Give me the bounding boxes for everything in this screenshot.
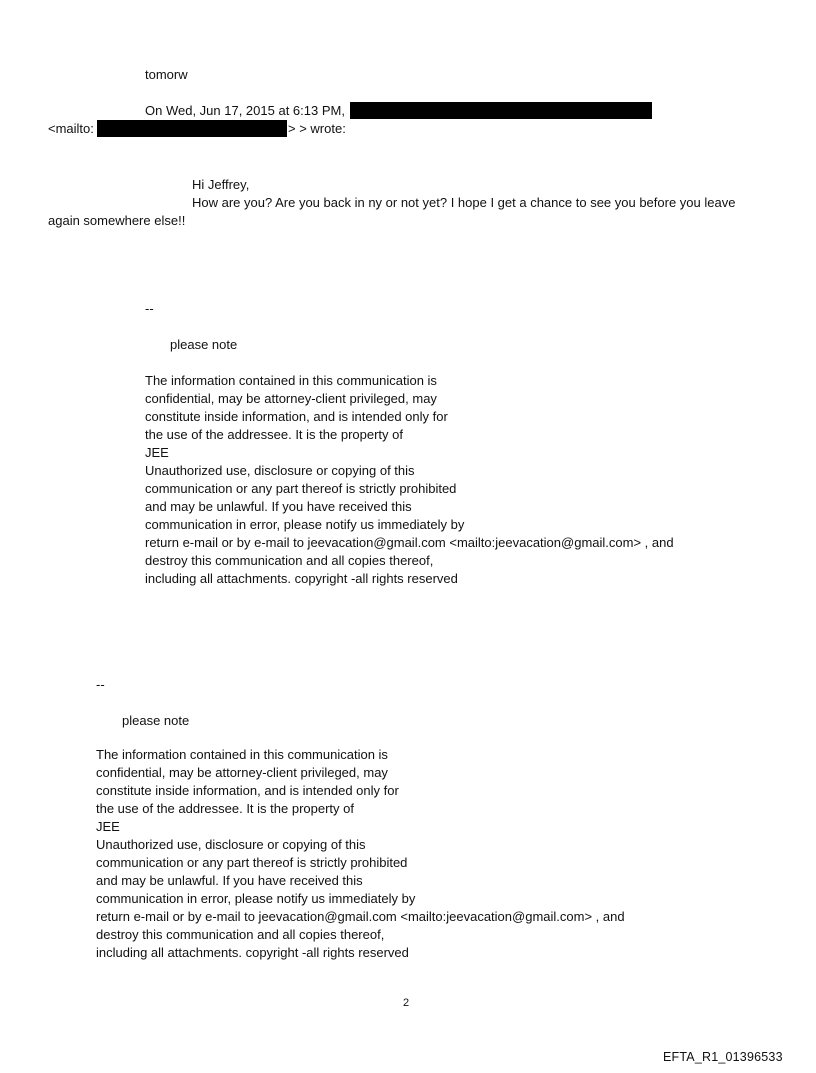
disclaimer-line: return e-mail or by e-mail to jeevacation@gmail.com <mailto:jeevacation@gmail.com> , and: [96, 909, 625, 924]
disclaimer-line: return e-mail or by e-mail to jeevacation@gmail.com <mailto:jeevacation@gmail.com> , and: [145, 535, 674, 550]
signature-separator: --: [96, 677, 105, 692]
redaction-bar-mailto: [97, 120, 287, 137]
signature-separator: --: [145, 301, 154, 316]
quoted-body-line-2: again somewhere else!!: [48, 213, 186, 228]
disclaimer-line: destroy this communication and all copies thereof,: [145, 553, 434, 568]
disclaimer-line: communication in error, please notify us immediately by: [96, 891, 416, 906]
document-id: EFTA_R1_01396533: [663, 1050, 783, 1064]
disclaimer-line: communication or any part thereof is strictly prohibited: [96, 855, 408, 870]
disclaimer-line: The information contained in this communication is: [145, 373, 437, 388]
disclaimer-line: Unauthorized use, disclosure or copying of this: [96, 837, 366, 852]
page-number: 2: [403, 997, 410, 1009]
disclaimer-line: JEE: [145, 445, 169, 460]
quoted-greeting: Hi Jeffrey,: [192, 177, 250, 192]
disclaimer-line: destroy this communication and all copies thereof,: [96, 927, 385, 942]
disclaimer-line: including all attachments. copyright -all rights reserved: [145, 571, 458, 586]
disclaimer-line: confidential, may be attorney-client privileged, may: [145, 391, 437, 406]
disclaimer-line: the use of the addressee. It is the property of: [145, 427, 403, 442]
signature-heading: please note: [122, 713, 190, 728]
redaction-bar-email: [350, 102, 652, 119]
disclaimer-line: Unauthorized use, disclosure or copying of this: [145, 463, 415, 478]
disclaimer-line: including all attachments. copyright -all rights reserved: [96, 945, 409, 960]
quote-header-wrote: > > wrote:: [288, 121, 346, 136]
disclaimer-line: The information contained in this communication is: [96, 747, 388, 762]
disclaimer-line: confidential, may be attorney-client privileged, may: [96, 765, 388, 780]
disclaimer-line: JEE: [96, 819, 120, 834]
disclaimer-line: constitute inside information, and is intended only for: [96, 783, 399, 798]
reply-text: tomorw: [145, 67, 188, 82]
disclaimer-line: and may be unlawful. If you have received this: [145, 499, 412, 514]
disclaimer-line: and may be unlawful. If you have received this: [96, 873, 363, 888]
signature-disclaimer: [96, 746, 625, 962]
signature-disclaimer: [145, 372, 674, 588]
quote-header-mailto: <mailto:: [48, 121, 94, 136]
signature-heading: please note: [170, 337, 238, 352]
disclaimer-line: communication or any part thereof is strictly prohibited: [145, 481, 457, 496]
quoted-body-line-1: How are you? Are you back in ny or not yet? I hope I get a chance to see you before you leave: [192, 195, 736, 210]
disclaimer-line: constitute inside information, and is intended only for: [145, 409, 448, 424]
disclaimer-line: communication in error, please notify us immediately by: [145, 517, 465, 532]
quote-header-prefix: On Wed, Jun 17, 2015 at 6:13 PM,: [145, 103, 345, 118]
disclaimer-line: the use of the addressee. It is the property of: [96, 801, 354, 816]
